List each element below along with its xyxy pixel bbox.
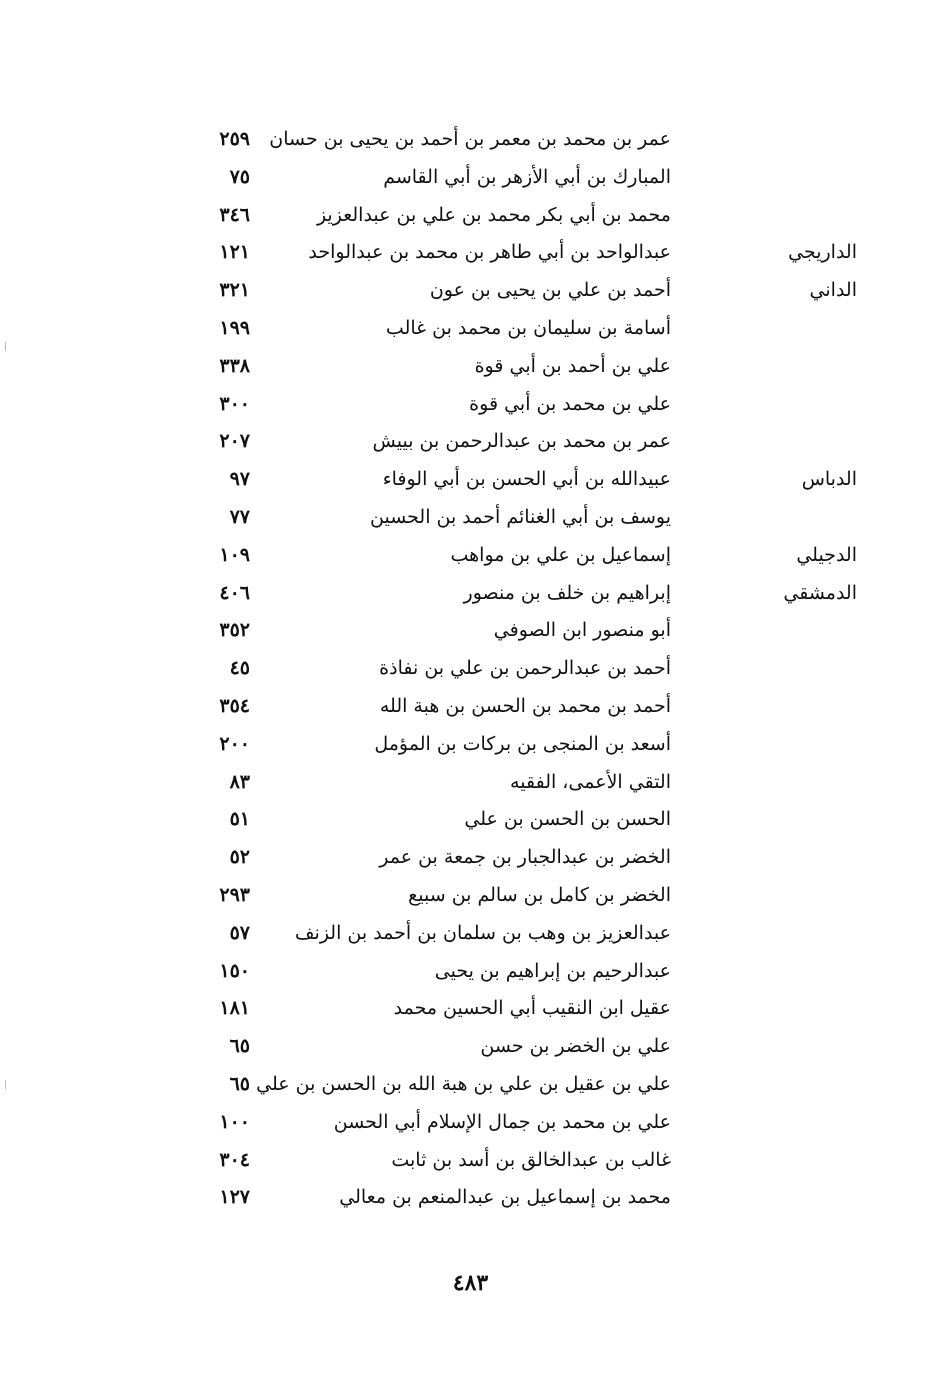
index-heading xyxy=(737,688,857,726)
index-row xyxy=(0,953,941,991)
index-heading xyxy=(737,877,857,915)
index-row xyxy=(0,234,941,272)
index-row xyxy=(0,575,941,613)
index-entry-name: أسعد بن المنجى بن بركات بن المؤمل xyxy=(374,732,671,755)
index-page-ref: ٦٥ xyxy=(229,1035,250,1058)
index-heading xyxy=(737,1104,857,1142)
index-heading xyxy=(737,1179,857,1217)
index-heading xyxy=(737,726,857,764)
index-page-ref: ٣٢١ xyxy=(219,279,250,302)
index-page-ref: ٣٠٤ xyxy=(219,1148,250,1171)
index-heading xyxy=(737,159,857,197)
index-row xyxy=(0,310,941,348)
index-entry-name: إسماعيل بن علي بن مواهب xyxy=(450,543,671,566)
index-row xyxy=(0,877,941,915)
index-row xyxy=(0,612,941,650)
index-page-ref: ٩٧ xyxy=(229,468,250,491)
index-heading xyxy=(737,197,857,235)
index-row xyxy=(0,726,941,764)
index-page-ref: ٤٠٦ xyxy=(219,581,250,604)
index-page-ref: ١٨١ xyxy=(219,997,250,1020)
index-row xyxy=(0,1104,941,1142)
index-list xyxy=(0,121,941,1217)
index-row xyxy=(0,423,941,461)
index-entry-name: علي بن محمد بن أبي قوة xyxy=(469,392,671,415)
index-entry-name: محمد بن أبي بكر محمد بن علي بن عبدالعزيز xyxy=(316,203,671,226)
index-page-ref: ٣٠٠ xyxy=(219,392,250,415)
index-entry-name: المبارك بن أبي الأزهر بن أبي القاسم xyxy=(383,165,671,188)
index-row xyxy=(0,801,941,839)
index-page-ref: ١٩٩ xyxy=(219,316,250,339)
index-entry-name: عبيدالله بن أبي الحسن بن أبي الوفاء xyxy=(382,468,671,491)
index-entry-name: علي بن أحمد بن أبي قوة xyxy=(474,354,671,377)
index-heading: الدباس xyxy=(801,468,857,491)
index-entry-name: علي بن عقيل بن علي بن هبة الله بن الحسن بن علي xyxy=(256,1072,671,1095)
index-entry-name: إبراهيم بن خلف بن منصور xyxy=(463,581,671,604)
index-page-ref: ١٠٠ xyxy=(219,1110,250,1133)
index-page-ref: ٣٤٦ xyxy=(219,203,250,226)
index-page-ref: ١٢٧ xyxy=(219,1186,250,1209)
index-entry-name: عبدالواحد بن أبي طاهر بن محمد بن عبدالواحد xyxy=(308,241,671,264)
index-entry-name: محمد بن إسماعيل بن عبدالمنعم بن معالي xyxy=(339,1186,671,1209)
index-page-ref: ٦٥ xyxy=(229,1072,250,1095)
index-entry-name: عقيل ابن النقيب أبي الحسين محمد xyxy=(393,997,671,1020)
index-row xyxy=(0,272,941,310)
index-heading: الداني xyxy=(809,279,857,302)
index-heading: الدجيلي xyxy=(796,543,857,566)
index-heading xyxy=(737,764,857,802)
index-page-ref: ٢٩٣ xyxy=(219,883,250,906)
index-page-ref: ١٢١ xyxy=(219,241,250,264)
index-entry-name: الخضر بن كامل بن سالم بن سبيع xyxy=(408,883,671,906)
index-row xyxy=(0,386,941,424)
index-row xyxy=(0,650,941,688)
index-entry-name: أحمد بن محمد بن الحسن بن هبة الله xyxy=(379,694,671,717)
index-page-ref: ٤٥ xyxy=(229,657,250,680)
index-row xyxy=(0,839,941,877)
index-page-ref: ١٥٠ xyxy=(219,959,250,982)
index-page-ref: ٥٧ xyxy=(229,921,250,944)
index-entry-name: الخضر بن عبدالجبار بن جمعة بن عمر xyxy=(379,846,671,869)
index-entry-name: علي بن محمد بن جمال الإسلام أبي الحسن xyxy=(333,1110,671,1133)
index-row xyxy=(0,1066,941,1104)
index-entry-name: يوسف بن أبي الغنائم أحمد بن الحسين xyxy=(370,505,671,528)
index-heading xyxy=(737,612,857,650)
index-page-ref: ٧٥ xyxy=(229,165,250,188)
index-row xyxy=(0,915,941,953)
index-page-ref: ٥٢ xyxy=(229,846,250,869)
index-row xyxy=(0,688,941,726)
index-row xyxy=(0,159,941,197)
index-row xyxy=(0,348,941,386)
index-row xyxy=(0,197,941,235)
index-heading xyxy=(737,499,857,537)
index-page-ref: ٣٥٢ xyxy=(219,619,250,642)
index-row xyxy=(0,1142,941,1180)
index-heading xyxy=(737,915,857,953)
index-row xyxy=(0,461,941,499)
index-row xyxy=(0,121,941,159)
index-heading xyxy=(737,1142,857,1180)
index-entry-name: الحسن بن الحسن بن علي xyxy=(464,808,671,831)
index-row xyxy=(0,990,941,1028)
index-entry-name: غالب بن عبدالخالق بن أسد بن ثابت xyxy=(391,1148,671,1171)
index-entry-name: عمر بن محمد بن عبدالرحمن بن بييش xyxy=(372,430,671,453)
index-page-ref: ٧٧ xyxy=(229,505,250,528)
index-heading xyxy=(737,839,857,877)
index-heading xyxy=(737,801,857,839)
index-page-ref: ٣٥٤ xyxy=(219,694,250,717)
index-heading xyxy=(737,650,857,688)
index-row xyxy=(0,1028,941,1066)
index-heading xyxy=(737,310,857,348)
index-entry-name: أحمد بن علي بن يحيى بن عون xyxy=(429,279,671,302)
index-heading xyxy=(737,1028,857,1066)
index-entry-name: عبدالرحيم بن إبراهيم بن يحيى xyxy=(434,959,671,982)
index-page-ref: ٣٣٨ xyxy=(219,354,250,377)
index-row xyxy=(0,537,941,575)
index-row xyxy=(0,764,941,802)
index-page-ref: ٢٠٠ xyxy=(219,732,250,755)
page-number: ٤٨٣ xyxy=(452,1270,489,1296)
index-heading xyxy=(737,953,857,991)
index-page-ref: ١٠٩ xyxy=(219,543,250,566)
index-heading xyxy=(737,990,857,1028)
index-heading: الداريجي xyxy=(788,241,857,264)
index-page-ref: ٢٠٧ xyxy=(219,430,250,453)
index-heading xyxy=(737,386,857,424)
index-heading xyxy=(737,121,857,159)
index-page-ref: ٨٣ xyxy=(229,770,250,793)
index-entry-name: عمر بن محمد بن معمر بن أحمد بن يحيى بن حسان xyxy=(269,128,671,150)
index-entry-name: عبدالعزيز بن وهب بن سلمان بن أحمد بن الزنف xyxy=(294,921,671,944)
index-entry-name: أبو منصور ابن الصوفي xyxy=(493,619,671,642)
index-entry-name: التقي الأعمى، الفقيه xyxy=(510,770,671,793)
index-heading xyxy=(737,348,857,386)
index-heading: الدمشقي xyxy=(783,581,857,604)
index-page-ref: ٢٥٩ xyxy=(219,128,250,150)
index-row xyxy=(0,499,941,537)
margin-mark xyxy=(5,1080,6,1089)
index-heading xyxy=(737,423,857,461)
index-entry-name: علي بن الخضر بن حسن xyxy=(480,1035,671,1058)
index-heading xyxy=(737,1066,857,1104)
index-entry-name: أحمد بن عبدالرحمن بن علي بن نفاذة xyxy=(379,657,671,680)
index-row xyxy=(0,1179,941,1217)
margin-mark xyxy=(5,342,6,351)
index-entry-name: أسامة بن سليمان بن محمد بن غالب xyxy=(385,316,671,339)
index-page-ref: ٥١ xyxy=(229,808,250,831)
